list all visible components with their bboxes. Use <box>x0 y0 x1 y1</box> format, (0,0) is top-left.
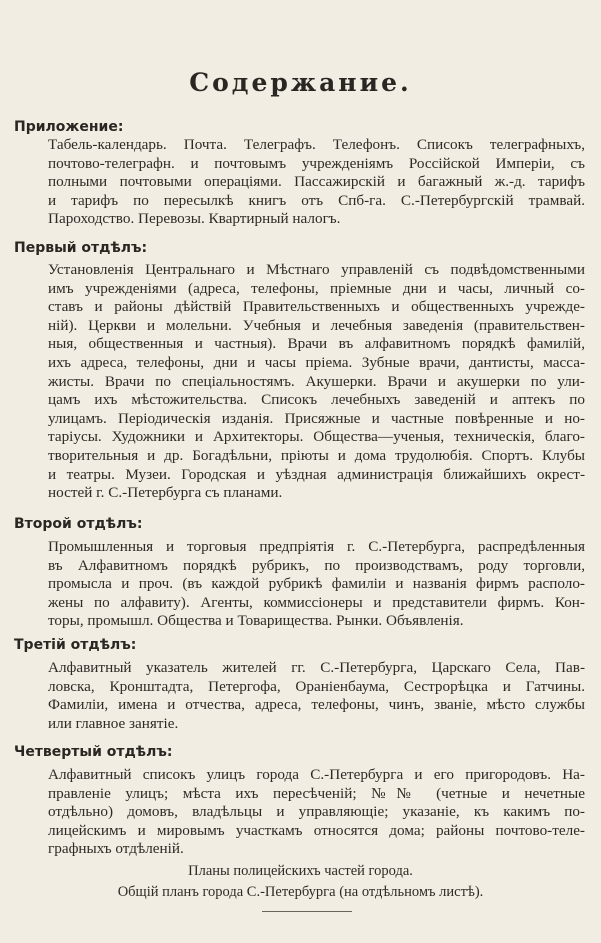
text-line: Установленія Центральнаго и Мѣстнаго управленій съ подвѣдомственными <box>48 261 585 278</box>
section-heading-second: Второй отдѣлъ: <box>14 516 143 532</box>
section-body-second <box>48 538 585 631</box>
text-line: Фамиліи, имена и отчества, адреса, телефоны, чинъ, званіе, мѣсто службы <box>48 696 585 714</box>
text-line: жисты. Врачи по спеціальностямъ. Акушерки. Врачи и акушерки по ули- <box>48 372 585 390</box>
text-line: графныхъ отдѣленій. <box>48 840 184 858</box>
section-heading-appendix: Приложение: <box>14 119 124 135</box>
section-body-first <box>48 261 585 503</box>
text-line: и театры. Музеи. Городская и уѣздная администрація ближайшихъ окрест- <box>48 465 585 483</box>
text-line: почтово-телеграфн. и почтовымъ учрежденіямъ Россійской Имперіи, съ <box>48 154 585 172</box>
section-body-fourth <box>48 766 585 859</box>
text-line: таріусы. Художники и Архитекторы. Общества—ученыя, техническія, благо- <box>48 428 585 446</box>
section-heading-fourth: Четвертый отдѣлъ: <box>14 744 173 760</box>
text-line: жены по алфавиту). Агенты, коммиссіонеры и представители фирмъ. Кон- <box>48 593 585 611</box>
section-heading-third: Третій отдѣлъ: <box>14 637 137 653</box>
page-title: Содержание. <box>189 68 412 97</box>
text-line: правленіе улицъ; мѣста ихъ пересѣченій; №№ (четные и нечетные <box>48 784 585 802</box>
text-line: въ Алфавитномъ порядкѣ рубрикъ, по производствамъ, роду торговли, <box>48 556 585 574</box>
text-line: ихъ адреса, телефоны, дни и часы пріема. Зубные врачи, дантисты, масса- <box>48 353 585 371</box>
text-line: Алфавитный списокъ улицъ города С.-Петербурга и его пригородовъ. На- <box>48 766 585 783</box>
footer-line-police-plans: Планы полицейскихъ частей города. <box>188 863 413 879</box>
text-line: имъ учрежденіями (адреса, телефоны, пріемные дни и часы, личный со- <box>48 279 585 297</box>
text-line: лицейскимъ и мировымъ участкамъ относятся дома; районы почтово-теле- <box>48 821 585 839</box>
text-line: творительныя и др. Богадѣльни, пріюты и дома трудолюбія. Спортъ. Клубы <box>48 446 585 464</box>
text-line: Промышленныя и торговыя предпріятія г. С.-Петербурга, распредѣленныя <box>48 538 585 555</box>
text-line: улицамъ. Періодическія изданія. Присяжные и частные повѣренные и но- <box>48 409 585 427</box>
text-line: Алфавитный указатель жителей гг. С.-Петербурга, Царскаго Села, Пав- <box>48 659 585 676</box>
text-line: полными почтовыми операціями. Пассажирскій и багажный ж.-д. тарифъ <box>48 173 585 191</box>
text-line: Пароходство. Перевозы. Квартирный налогъ. <box>48 210 341 228</box>
text-line: цамъ ихъ мѣстожительства. Списокъ лечебныхъ заведеній и аптекъ по <box>48 391 585 409</box>
section-body-appendix <box>48 136 585 229</box>
text-line: ставъ и районы дѣйствій Правительственныхъ и общественныхъ учрежде- <box>48 298 585 316</box>
text-line: торы, промышл. Общества и Товарищества. Рынки. Объявленія. <box>48 612 464 630</box>
text-line: отдѣльно) домовъ, владѣльцы и управляющіе; указаніе, къ какимъ по- <box>48 803 585 821</box>
section-heading-first: Первый отдѣлъ: <box>14 240 148 256</box>
text-line: ностей г. С.-Петербурга съ планами. <box>48 484 283 502</box>
text-line: промысла и проч. (въ каждой рубрикѣ фамиліи и названія фирмъ располо- <box>48 575 585 593</box>
text-line: и тарифъ по пересылкѣ книгъ отъ Спб-га. С.-Петербургскій трамвай. <box>48 191 585 209</box>
divider-rule <box>262 911 352 912</box>
section-body-third <box>48 659 585 733</box>
text-line: Табель-календарь. Почта. Телеграфъ. Телефонъ. Списокъ телеграфныхъ, <box>48 136 585 153</box>
footer-line-city-plan: Общій планъ города С.-Петербурга (на отдѣльномъ листѣ). <box>117 884 484 900</box>
text-line: ній). Церкви и молельни. Учебныя и лечебныя заведенія (правительствен- <box>48 316 585 334</box>
text-line: или главное занятіе. <box>48 714 179 732</box>
text-line: ныя, общественныя и частныя). Врачи въ алфавитномъ порядкѣ фамилій, <box>48 335 585 353</box>
text-line: ловска, Кронштадта, Петергофа, Ораніенбаума, Сестрорѣцка и Гатчины. <box>48 677 585 695</box>
